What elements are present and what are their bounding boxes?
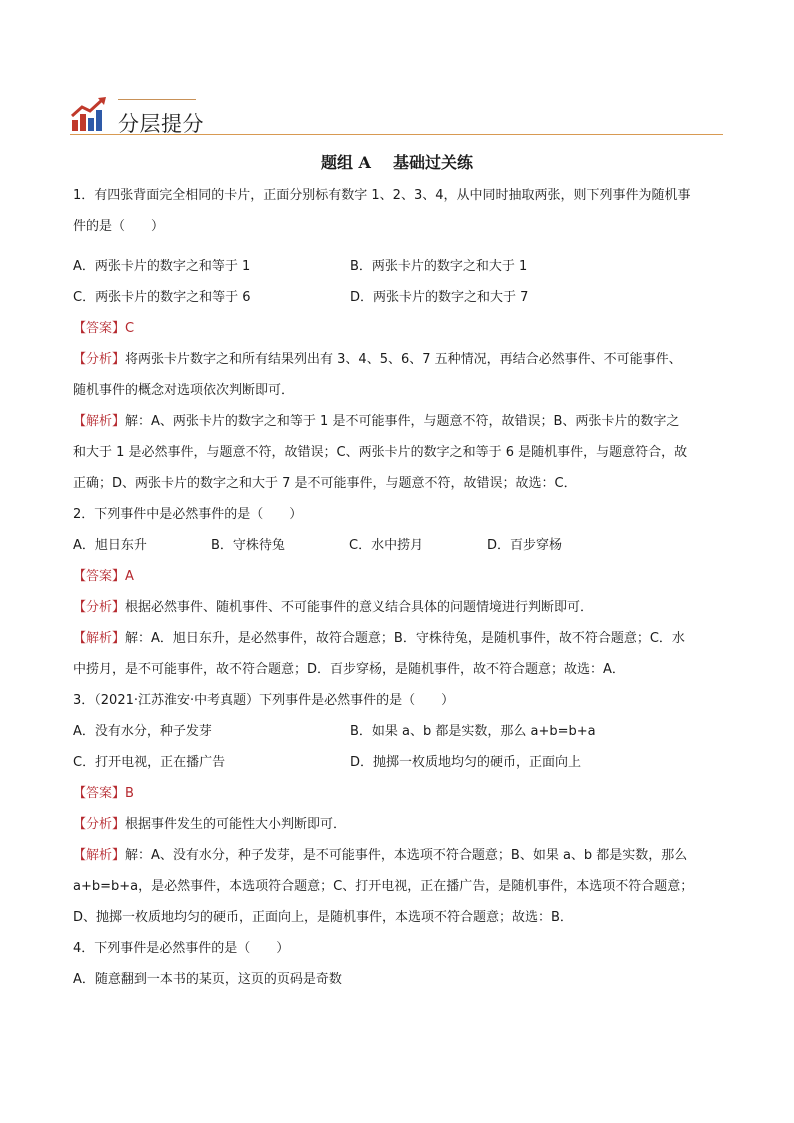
q2-solution-line1 bbox=[73, 623, 725, 654]
answer-label: 【答案】 bbox=[73, 569, 126, 584]
q1-option-c: C．两张卡片的数字之和等于 6 bbox=[73, 290, 251, 305]
answer-value: A bbox=[125, 569, 134, 584]
q3-stem: 3．（2021·江苏淮安·中考真题）下列事件是必然事件的是（ ） bbox=[73, 693, 455, 708]
q1-solution-line2: 和大于 1 是必然事件，与题意不符，故错误；C、两张卡片的数字之和等于 6 是随机事件，与题意符合，故 bbox=[73, 445, 688, 460]
analysis-label: 【分析】 bbox=[73, 817, 126, 832]
header-title: 分层提分 bbox=[118, 112, 204, 136]
q1-answer bbox=[73, 313, 725, 344]
header-divider bbox=[70, 134, 723, 135]
analysis-label: 【分析】 bbox=[73, 600, 126, 615]
q1-solution-line3: 正确；D、两张卡片的数字之和大于 7 是不可能事件，与题意不符，故错误；故选：C． bbox=[73, 476, 577, 491]
q3-option-d: D．抛掷一枚质地均匀的硬币，正面向上 bbox=[350, 755, 582, 770]
question-4 bbox=[73, 933, 725, 995]
solution-label: 【解析】 bbox=[73, 848, 126, 863]
q3-solution-line2: a+b=b+a，是必然事件，本选项符合题意；C、打开电视，正在播广告，是随机事件，本选项不符合题意； bbox=[73, 879, 694, 894]
section-group-label: 题组 A bbox=[320, 153, 371, 172]
solution-text: 解：A、没有水分，种子发芽，是不可能事件，本选项不符合题意；B、如果 a、b 都是实数，那么 bbox=[125, 848, 688, 863]
q3-option-c: C．打开电视，正在播广告 bbox=[73, 755, 226, 770]
solution-text: 解：A、两张卡片的数字之和等于 1 是不可能事件，与题意不符，故错误；B、两张卡片的数字之 bbox=[125, 414, 680, 429]
question-3 bbox=[73, 685, 725, 933]
q1-options-row2 bbox=[73, 282, 725, 313]
q1-option-b: B．两张卡片的数字之和大于 1 bbox=[350, 259, 528, 274]
answer-value: B bbox=[125, 786, 134, 801]
section-title bbox=[0, 150, 794, 173]
q3-solution-line3: D、抛掷一枚质地均匀的硬币，正面向上，是随机事件，本选项不符合题意；故选：B． bbox=[73, 910, 573, 925]
q3-answer bbox=[73, 778, 725, 809]
question-list bbox=[73, 180, 725, 995]
q1-stem-line1: 1．有四张背面完全相同的卡片，正面分别标有数字 1、2、3、4，从中同时抽取两张，则下列事件为随机事 bbox=[73, 188, 691, 203]
q2-option-a: A．旭日东升 bbox=[73, 538, 147, 553]
analysis-text: 将两张卡片数字之和所有结果列出有 3、4、5、6、7 五种情况，再结合必然事件、不可能事件、 bbox=[125, 352, 682, 367]
q2-option-c: C．水中捞月 bbox=[349, 538, 424, 553]
header-accent-line bbox=[118, 99, 196, 100]
q1-analysis-line2: 随机事件的概念对选项依次判断即可． bbox=[73, 383, 295, 398]
q3-option-b: B．如果 a、b 都是实数，那么 a+b=b+a bbox=[350, 724, 596, 739]
analysis-text: 根据必然事件、随机事件、不可能事件的意义结合具体的问题情境进行判断即可． bbox=[125, 600, 594, 615]
q4-option-a: A．随意翻到一本书的某页，这页的页码是奇数 bbox=[73, 972, 342, 987]
answer-value: C bbox=[125, 321, 135, 336]
q2-option-b: B．守株待兔 bbox=[211, 538, 285, 553]
q4-stem: 4．下列事件是必然事件的是（ ） bbox=[73, 941, 290, 956]
page-header bbox=[70, 96, 723, 136]
chart-growth-icon bbox=[70, 96, 108, 132]
q2-option-d: D．百步穿杨 bbox=[487, 538, 563, 553]
q2-analysis bbox=[73, 592, 725, 623]
question-2 bbox=[73, 499, 725, 685]
question-1 bbox=[73, 180, 725, 499]
q1-option-d: D．两张卡片的数字之和大于 7 bbox=[350, 290, 529, 305]
section-group-name: 基础过关练 bbox=[392, 153, 473, 172]
q2-solution-line2: 中捞月，是不可能事件，故不符合题意；D．百步穿杨，是随机事件，故不符合题意；故选：A． bbox=[73, 662, 625, 677]
analysis-text: 根据事件发生的可能性大小判断即可． bbox=[125, 817, 347, 832]
q3-options-row1 bbox=[73, 716, 725, 747]
q1-option-a: A．两张卡片的数字之和等于 1 bbox=[73, 259, 251, 274]
q3-option-a: A．没有水分，种子发芽 bbox=[73, 724, 212, 739]
q3-solution-line1 bbox=[73, 840, 725, 871]
q2-stem: 2．下列事件中是必然事件的是（ ） bbox=[73, 507, 303, 522]
q2-answer bbox=[73, 561, 725, 592]
q3-analysis bbox=[73, 809, 725, 840]
answer-label: 【答案】 bbox=[73, 321, 126, 336]
q1-analysis-line1 bbox=[73, 344, 725, 375]
answer-label: 【答案】 bbox=[73, 786, 126, 801]
q1-solution-line1 bbox=[73, 406, 725, 437]
solution-label: 【解析】 bbox=[73, 414, 126, 429]
q1-options-row1 bbox=[73, 251, 725, 282]
q3-options-row2 bbox=[73, 747, 725, 778]
solution-label: 【解析】 bbox=[73, 631, 126, 646]
q1-stem-line2: 件的是（ ） bbox=[73, 219, 165, 234]
analysis-label: 【分析】 bbox=[73, 352, 126, 367]
solution-text: 解：A．旭日东升，是必然事件，故符合题意；B．守株待兔，是随机事件，故不符合题意；C．水 bbox=[125, 631, 685, 646]
q2-options-row bbox=[73, 530, 725, 561]
